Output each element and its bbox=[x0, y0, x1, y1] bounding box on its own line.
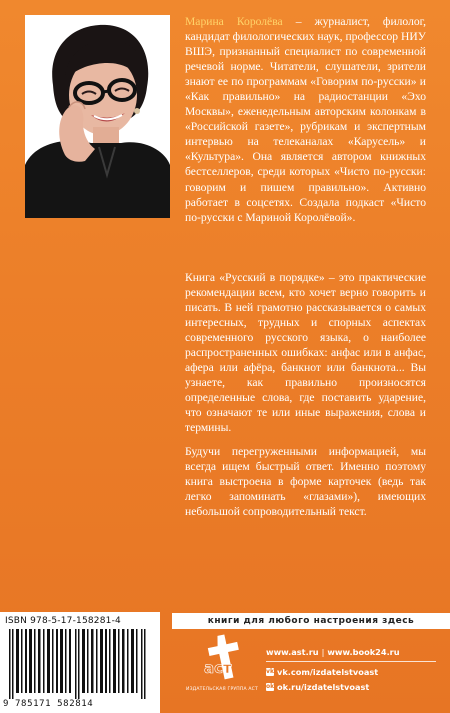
logo-text: аст bbox=[204, 659, 232, 677]
description-paragraph-2: Будучи перегруженными информацией, мы всегда ищем быстрый ответ. Именно поэтому книга выстроена в форме карточек (ведь так легко запоминать «глазами»), имеющих небольшой сопроводительный текст. bbox=[185, 444, 426, 518]
isbn-label: ISBN 978-5-17-158281-4 bbox=[5, 616, 121, 626]
site-link-book24[interactable]: www.book24.ru bbox=[327, 647, 400, 657]
author-portrait-image bbox=[25, 15, 170, 218]
ok-icon: ok bbox=[266, 683, 275, 690]
author-name: Марина Королёва bbox=[185, 15, 283, 28]
barcode-panel bbox=[0, 612, 160, 713]
author-photo bbox=[25, 15, 170, 218]
site-link-ast[interactable]: www.ast.ru bbox=[266, 647, 319, 657]
publisher-links bbox=[266, 646, 450, 696]
ast-logo-icon bbox=[198, 633, 246, 685]
barcode-icon bbox=[5, 629, 155, 699]
author-bio-text: – журналист, филолог, кандидат филологических наук, профессор НИУ ВШЭ, признанный специалист по современной речевой норме. Читатели, слушатели, зрители знают ее по программам «Говорим по-русски» и «Как правильно» на радиостанции «Эхо Москвы», еженедельным авторским колонкам в «Российской газете», рубрикам и экспертным интервью на телеканалах «Карусель» и «Культура». Она является автором книжных бестселлеров, среди которых «Чисто по-русски: говорим и пишем правильно». Активно работает в соцсетях. Создала подкаст «Чисто по-русски с Мариной Королёвой». bbox=[185, 15, 427, 224]
links-divider bbox=[266, 661, 436, 662]
publisher-logo bbox=[186, 633, 258, 709]
author-bio bbox=[185, 14, 426, 225]
link-separator: | bbox=[321, 647, 325, 657]
barcode-number: 9 785171 582814 bbox=[3, 699, 94, 709]
description-paragraph-1: Книга «Русский в порядке» – это практические рекомендации всем, кто хочет верно говорить и писать. В ней грамотно рассказывается о самых интересных, трудных и спорных аспектах современного русского языка, о наиболее распространенных ошибках: анфас или в анфас, афера или афёра, банкнот или банкнота... Вы узнаете, как правильно произносятся определенные слова, где поставить ударение, что означают те или иные выражения, слова и термины. bbox=[185, 271, 426, 435]
publisher-caption: ИЗДАТЕЛЬСКАЯ ГРУППА АСТ bbox=[186, 687, 258, 692]
website-row bbox=[266, 646, 450, 658]
vk-link[interactable]: vk.com/izdatelstvoast bbox=[277, 667, 379, 677]
vk-row bbox=[266, 666, 450, 678]
vk-icon: vk bbox=[266, 668, 274, 675]
ok-link[interactable]: ok.ru/izdatelstvoast bbox=[277, 682, 370, 692]
ok-row bbox=[266, 681, 450, 693]
book-description bbox=[185, 270, 426, 527]
slogan-banner: книги для любого настроения здесь bbox=[172, 613, 450, 629]
